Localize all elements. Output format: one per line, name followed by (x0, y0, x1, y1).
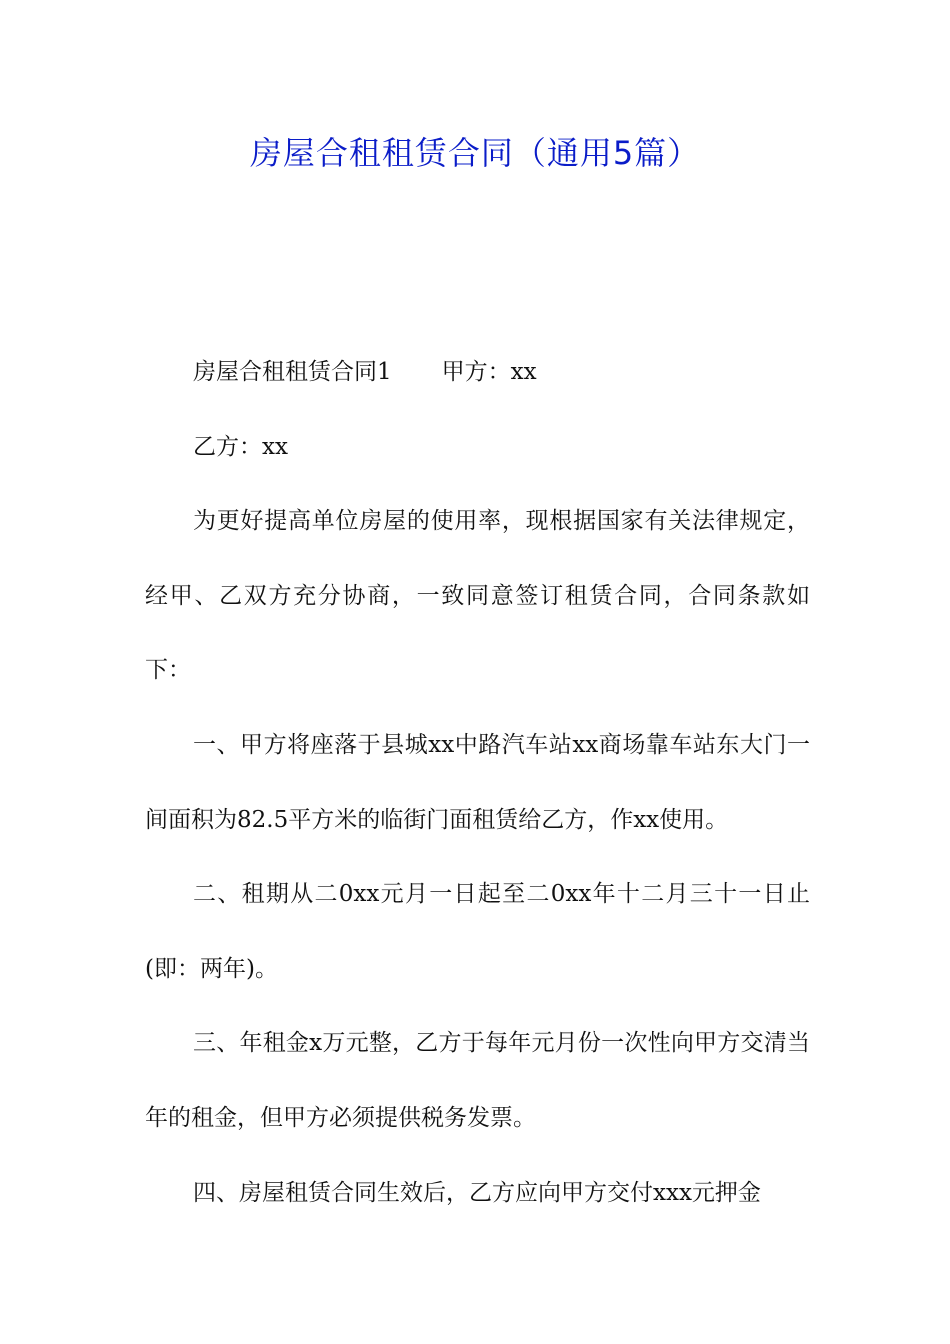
paragraph-clause-2: 二、租期从二0xx元月一日起至二0xx年十二月三十一日止(即：两年)。 (145, 881, 810, 982)
contract-number-label: 房屋合租租赁合同1 (193, 359, 392, 385)
paragraph-clause-1: 一、甲方将座落于县城xx中路汽车站xx商场靠车站东大门一间面积为82.5平方米的临街门面租赁给乙方，作xx使用。 (145, 731, 810, 833)
paragraph-clause-3: 三、年租金x万元整，乙方于每年元月份一次性向甲方交清当年的租金，但甲方必须提供税务发票。 (145, 1030, 810, 1131)
paragraph-clause-4: 四、房屋租赁合同生效后，乙方应向甲方交付xxx元押金 (193, 1179, 761, 1206)
paragraph-intro: 为更好提高单位房屋的使用率，现根据国家有关法律规定，经甲、乙双方充分协商，一致同意签订租赁合同，合同条款如下： (145, 508, 810, 684)
contract-body (145, 335, 810, 1230)
document-title: 房屋合租租赁合同（通用5篇） (249, 134, 701, 172)
party-b: 乙方：xx (193, 433, 288, 460)
contract-heading-line (145, 335, 810, 410)
party-a: 甲方：xx (441, 359, 537, 385)
